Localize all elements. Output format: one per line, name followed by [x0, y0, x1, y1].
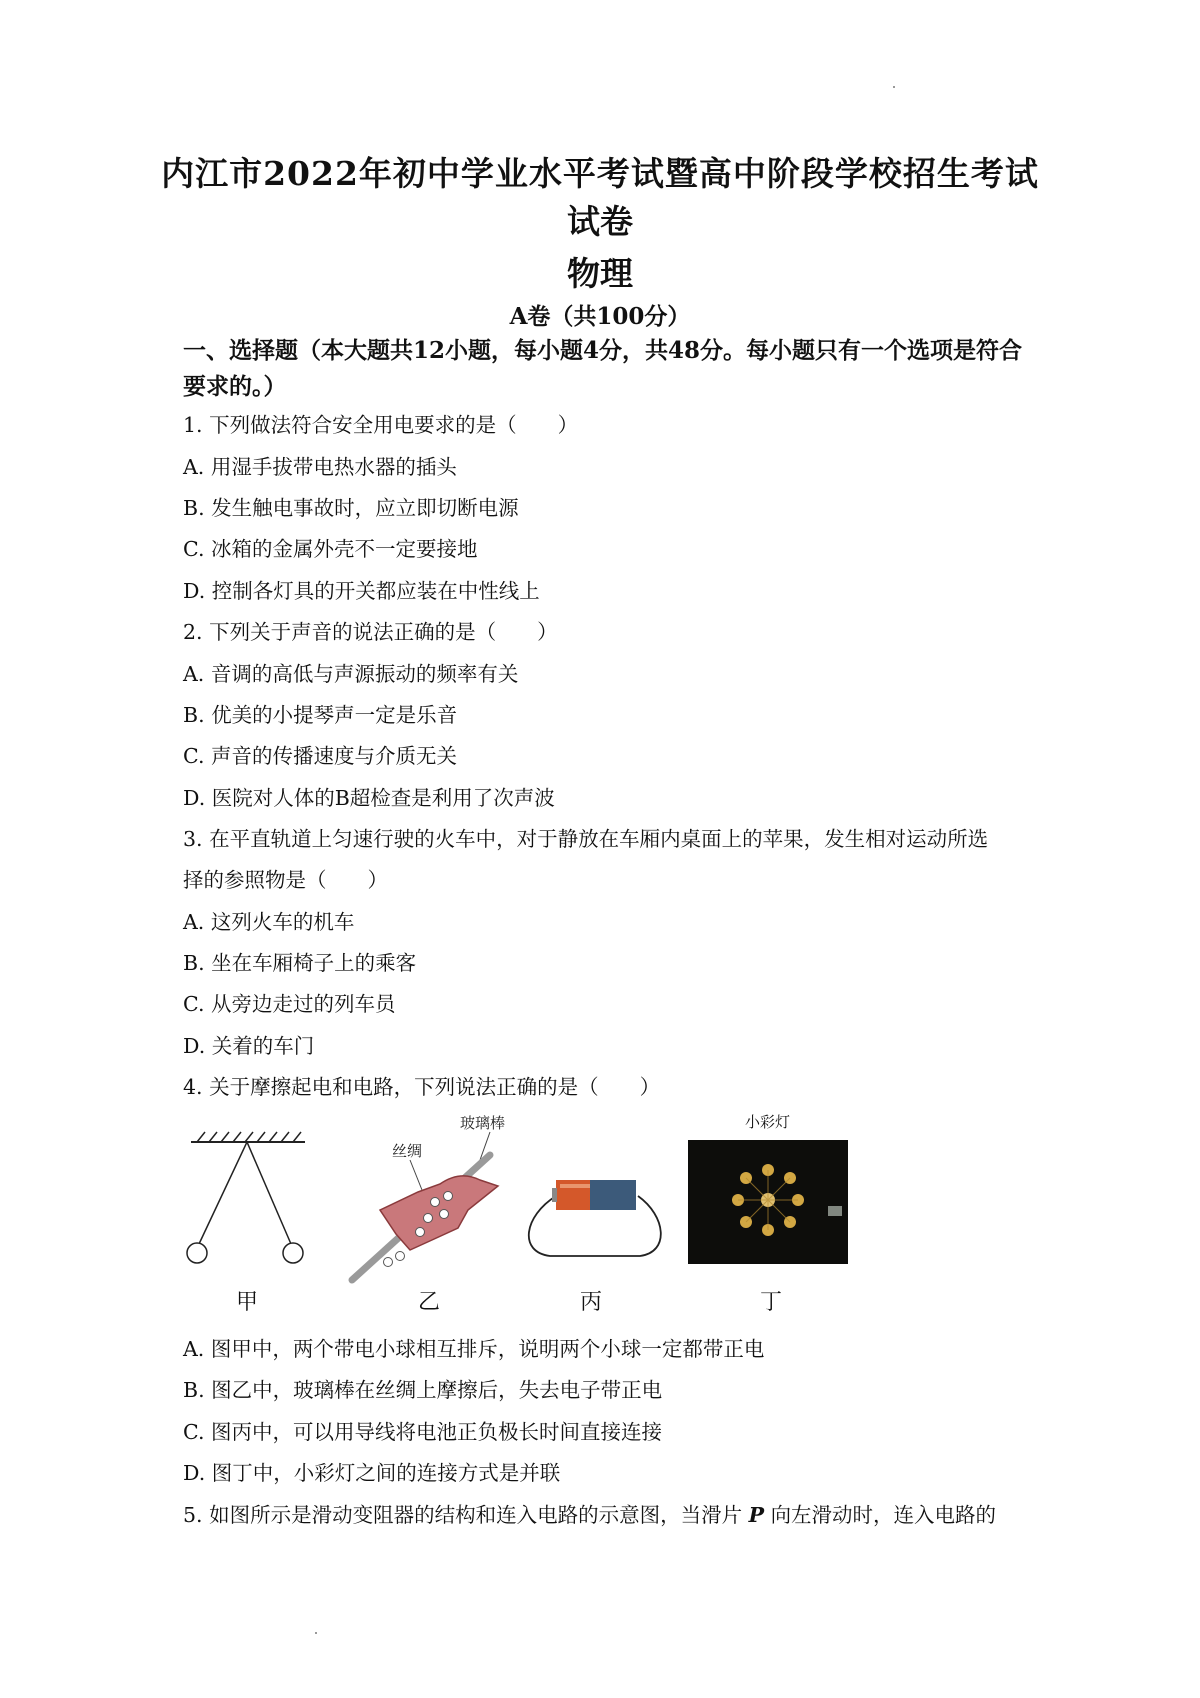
q4-option-c: C. 图丙中，可以用导线将电池正负极长时间直接连接 — [183, 1420, 662, 1444]
q2-stem: 2. 下列关于声音的说法正确的是（ ） — [183, 620, 558, 644]
figure-small-lights-photo — [688, 1140, 848, 1264]
section-heading: 一、选择题（本大题共12小题，每小题4分，共48分。每小题只有一个选项是符合要求的。） — [183, 337, 1023, 400]
q2-option-c: C. 声音的传播速度与介质无关 — [183, 744, 457, 768]
caption-ding: 丁 — [760, 1290, 783, 1315]
q2-option-a: A. 音调的高低与声源振动的频率有关 — [183, 662, 519, 686]
left-ball — [187, 1243, 207, 1263]
speck — [893, 86, 895, 88]
q1-option-a: A. 用湿手拔带电热水器的插头 — [183, 455, 457, 479]
battery-body — [590, 1180, 636, 1210]
label-silk: 丝绸 — [392, 1143, 423, 1160]
label-glass-rod: 玻璃棒 — [460, 1115, 506, 1132]
volume-heading: A卷（共100分） — [509, 303, 691, 330]
caption-jia: 甲 — [236, 1290, 259, 1315]
exam-title-line2: 试卷 — [567, 202, 633, 241]
caption-bing: 丙 — [580, 1290, 603, 1315]
q3-stem-line2: 择的参照物是（ ） — [183, 868, 388, 892]
q3-option-a: A. 这列火车的机车 — [183, 910, 355, 934]
q3-option-b: B. 坐在车厢椅子上的乘客 — [183, 951, 417, 975]
q3-option-d: D. 关着的车门 — [183, 1034, 315, 1058]
q5-stem-end: 向左滑动时，连入电路的 — [770, 1503, 997, 1527]
q1-option-c: C. 冰箱的金属外壳不一定要接地 — [183, 537, 478, 561]
q4-stem: 4. 关于摩擦起电和电路，下列说法正确的是（ ） — [183, 1075, 661, 1099]
q4-option-d: D. 图丁中，小彩灯之间的连接方式是并联 — [183, 1461, 561, 1485]
q5-stem — [183, 1498, 996, 1528]
q1-option-d: D. 控制各灯具的开关都应装在中性线上 — [183, 579, 540, 603]
figure-glass-rod-silk — [340, 1110, 520, 1285]
q1-option-b: B. 发生触电事故时，应立即切断电源 — [183, 496, 519, 520]
q3-stem-line1: 3. 在平直轨道上匀速行驶的火车中，对于静放在车厢内桌面上的苹果，发生相对运动所选 — [183, 827, 989, 851]
q2-option-d: D. 医院对人体的B超检查是利用了次声波 — [183, 786, 555, 810]
subject-title: 物理 — [567, 254, 633, 293]
figure-hanging-balls — [183, 1128, 318, 1268]
q1-stem: 1. 下列做法符合安全用电要求的是（ ） — [183, 413, 579, 437]
q5-stem-start: 5. 如图所示是滑动变阻器的结构和连入电路的示意图，当滑片 — [183, 1503, 743, 1527]
speck-bottom — [315, 1632, 317, 1634]
q4-option-b: B. 图乙中，玻璃棒在丝绸上摩擦后，失去电子带正电 — [183, 1378, 663, 1402]
q4-option-a: A. 图甲中，两个带电小球相互排斥，说明两个小球一定都带正电 — [183, 1337, 765, 1361]
figure-battery-circuit — [520, 1160, 670, 1270]
q2-option-b: B. 优美的小提琴声一定是乐音 — [183, 703, 458, 727]
caption-yi: 乙 — [418, 1290, 441, 1315]
label-small-lights: 小彩灯 — [744, 1114, 790, 1131]
q3-option-c: C. 从旁边走过的列车员 — [183, 992, 396, 1016]
q5-variable-p: P — [748, 1503, 765, 1527]
right-ball — [283, 1243, 303, 1263]
exam-title-line1: 内江市2022年初中学业水平考试暨高中阶段学校招生考试 — [161, 154, 1039, 193]
